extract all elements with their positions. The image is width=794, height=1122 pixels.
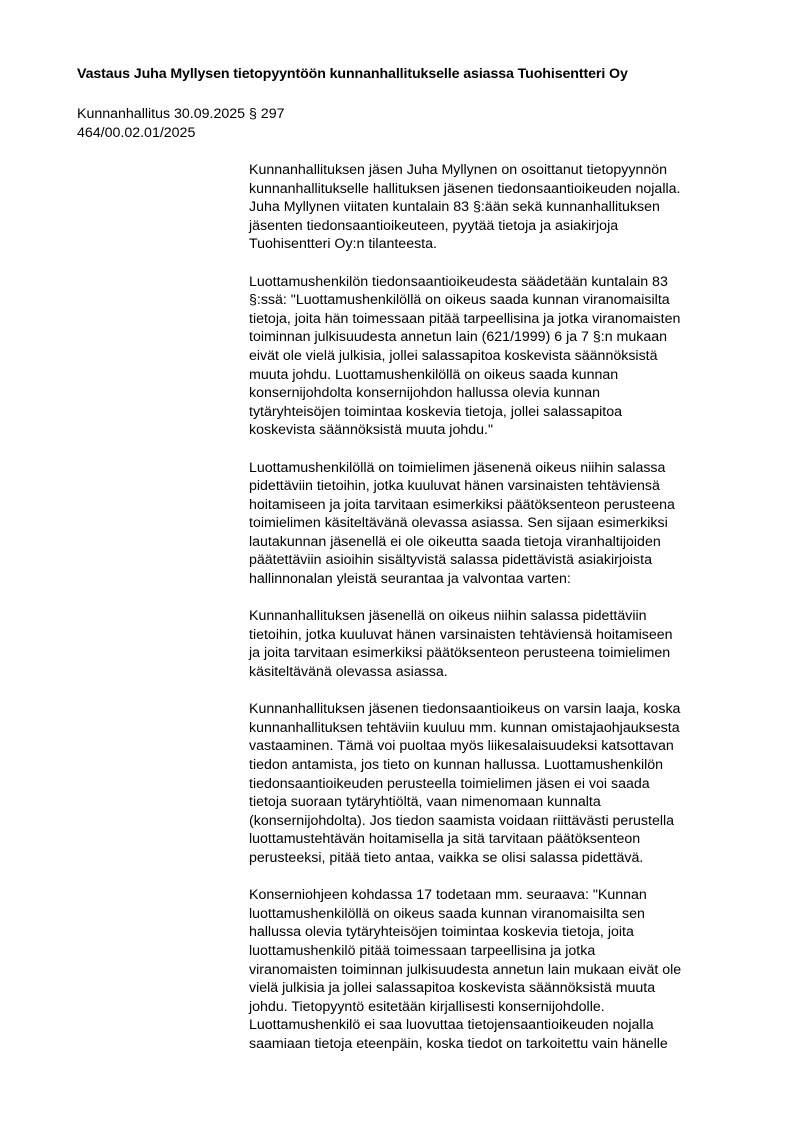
text-line: viranomaisten toiminnan julkisuudesta annetun lain mukaan eivät ole [249,961,682,978]
text-line: Konserniohjeen kohdassa 17 todetaan mm. seuraava: "Kunnan [249,887,647,904]
text-line: konsernijohdolta konsernijohdon hallussa olevia kunnan [249,385,600,402]
text-line: §:ssä: "Luottamushenkilöllä on oikeus saada kunnan viranomaisilta [249,292,670,309]
text-line: Kunnanhallituksen jäsenellä on oikeus niihin salassa pidettäviin [249,608,647,625]
text-line: lautakunnan jäsenellä ei ole oikeutta saada tietoja viranhaltijoiden [249,533,661,550]
paragraph [249,607,744,681]
text-line: luottamustehtävän hoitamisella ja sitä tarvitaan päätöksenteon [249,831,641,848]
text-line: hallussa olevia tytäryhteisöjen toimintaa koskevia tietoja, joita [249,924,634,941]
text-line: jäsenten tiedonsaantioikeuteen, pyytää tietoja ja asiakirjoja [249,217,619,234]
text-line: pidettäviin tietoihin, jotka kuuluvat hänen varsinaisten tehtäviensä [249,478,660,495]
text-line: perusteeksi, pitää tieto antaa, vaikka se olisi salassa pidettävä. [249,849,644,866]
text-line: koskevista säännöksistä muuta johdu." [249,422,493,439]
document-body [249,161,744,1072]
document-title: Vastaus Juha Myllysen tietopyyntöön kunnanhallitukselle asiassa Tuohisentteri Oy [77,66,628,82]
text-line: Luottamushenkilöllä on toimielimen jäsenenä oikeus niihin salassa [249,459,666,476]
text-line: tietoihin, jotka kuuluvat hänen varsinaisten tehtäviensä hoitamiseen [249,626,673,643]
text-line: tietoja suoraan tytäryhtiöltä, vaan nimenomaan kunnalta [249,794,601,811]
text-line: tiedon antamista, jos tieto on kunnan hallussa. Luottamushenkilön [249,757,664,773]
paragraph [249,886,744,1053]
text-line: Luottamushenkilön tiedonsaantioikeudesta säädetään kuntalain 83 [249,273,668,290]
text-line: johdu. Tietopyyntö esitetään kirjallisesti konsernijohdolle. [249,998,605,1015]
text-line: hallinnonalan yleistä seurantaa ja valvontaa varten: [249,571,571,588]
text-line: tietoja, joita hän toimessaan pitää tarpeellisina ja jotka viranomaisten [249,310,681,327]
text-line: eivät ole vielä julkisia, jollei salassapitoa koskevista säännöksistä [249,347,658,364]
record-number: 464/00.02.01/2025 [77,124,196,141]
text-line: kunnanhallitukselle hallituksen jäsenen tiedonsaantioikeuden nojalla. [249,180,681,197]
text-line: vielä julkisia ja jollei salassapitoa koskevista säännöksistä muuta [249,980,656,997]
text-line: tiedonsaantioikeuden perusteella toimielimen jäsen ei voi saada [249,775,650,792]
document-meta [77,105,284,142]
text-line: muuta johdu. Luottamushenkilöllä on oikeus saada kunnan [249,366,619,383]
text-line: saamiaan tietoja eteenpäin, koska tiedot on tarkoitettu vain hänelle [249,1035,668,1052]
text-line: tytäryhteisöjen toimintaa koskevia tietoja, jollei salassapitoa [249,403,623,420]
text-line: ja joita tarvitaan esimerkiksi päätöksenteon perusteena toimielimen [249,645,671,662]
paragraph [249,273,744,440]
text-line: toimielimen käsiteltävänä olevassa asiassa. Sen sijaan esimerkiksi [249,515,668,532]
text-line: Luottamushenkilö ei saa luovuttaa tietojensaantioikeuden nojalla [249,1017,654,1034]
text-line: Kunnanhallituksen jäsen Juha Myllynen on osoittanut tietopyynnön [249,162,668,178]
paragraph [249,161,744,254]
text-line: hoitamiseen ja joita tarvitaan esimerkiksi päätöksenteon perusteena [249,496,675,513]
text-line: (konsernijohdolta). Jos tiedon saamista voidaan riittävästi perustella [249,812,675,829]
text-line: kunnanhallituksen tehtäviin kuuluu mm. kunnan omistajaohjauksesta [249,719,680,736]
paragraph [249,700,744,867]
text-line: käsiteltävänä olevassa asiassa. [249,664,448,681]
text-line: toiminnan julkisuudesta annetun lain (621/1999) 6 ja 7 §:n mukaan [249,329,668,346]
paragraph [249,459,744,589]
text-line: päätettäviin asioihin sisältyvistä salassa pidettävistä asiakirjoista [249,552,652,569]
text-line: Kunnanhallituksen jäsenen tiedonsaantioikeus on varsin laaja, koska [249,701,681,718]
meeting-reference: Kunnanhallitus 30.09.2025 § 297 [77,106,285,122]
text-line: Juha Myllynen viitaten kuntalain 83 §:ään sekä kunnanhallituksen [249,199,660,216]
text-line: Tuohisentteri Oy:n tilanteesta. [249,236,437,253]
text-line: luottamushenkilöllä on oikeus saada kunnan viranomaisilta sen [249,905,645,922]
text-line: vastaaminen. Tämä voi puoltaa myös liikesalaisuudeksi katsottavan [249,738,674,755]
text-line: luottamushenkilö pitää toimessaan tarpeellisina ja jotka [249,942,596,959]
